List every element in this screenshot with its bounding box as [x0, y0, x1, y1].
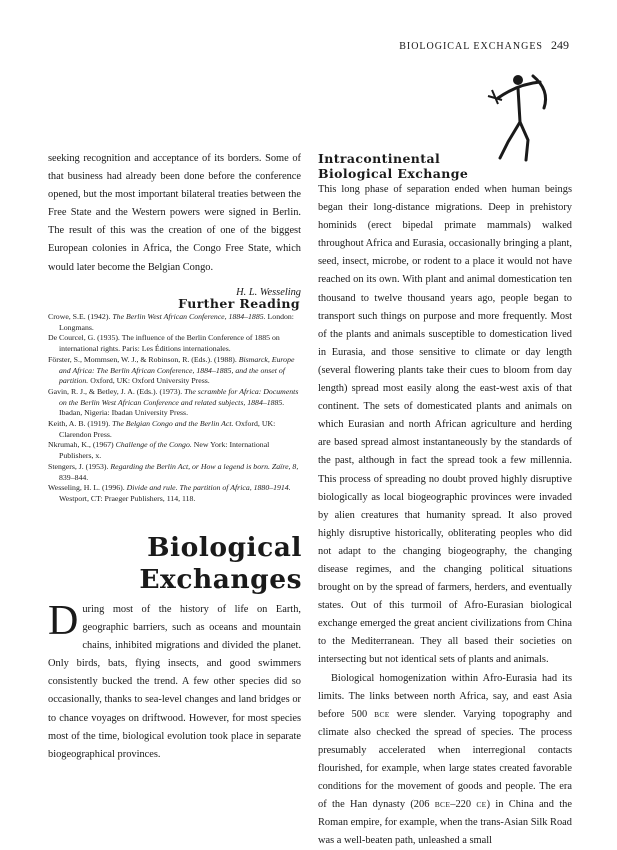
further-reading-heading: Further Reading — [178, 296, 300, 311]
reference-item: Keith, A. B. (1919). The Belgian Congo and the Berlin Act. Oxford, UK: Clarendon Press. — [48, 419, 276, 439]
paragraph: Biological homogenization within Afro-Eurasia had its limits. The links between north Africa, say, and east Asia before 500 BCE were slender. Varying topography and climate also checked the spread of species. The process presumably accelerated when interregional contacts flourished, for example, when large states created favorable conditions for the movement of goods and people. The era of the Han dynasty (206 BCE–220 CE) in China and the Roman empire, for example, when the trans-Asian Silk Road was a well-beaten path, unleashed a small — [318, 672, 572, 847]
reference-list — [48, 312, 301, 505]
section-heading-line1: Intracontinental — [318, 151, 441, 166]
article-title — [100, 532, 302, 596]
reference-item: Nkrumah, K., (1967) Challenge of the Congo. New York: International Publishers, x. — [48, 440, 270, 461]
article-title-line1: Biological — [147, 532, 302, 563]
reference-item: Crowe, S.E. (1942). The Berlin West African Conference, 1884–1885. London: Longmans. — [48, 312, 294, 332]
section-heading-line2: Biological Exchange — [318, 166, 469, 181]
reference-item: De Courcel, G. (1935). The influence of the Berlin Conference of 1885 on international rights. Paris: Les Éditions internationales. — [48, 333, 280, 354]
running-header — [399, 38, 569, 53]
right-column-text — [318, 181, 572, 850]
era-label: BCE — [434, 800, 451, 810]
reference-item: Gavin, R. J., & Betley, J. A. (Eds.). (1973). The scramble for Africa: Documents on the Berlin West African Conference and related subjects, 1884–1885. Ibadan, Nigeria: Ibadan University Press. — [48, 386, 299, 418]
paragraph: This long phase of separation ended when human beings began their long-distance migrations. Deep in prehistory hominids (erect bipedal primate mammals) walked throughout Africa and Eurasia, occasionally bringing a plant, seed, insect, microbe, or rodent to a place it would not have reached on its own. With plant and animal domestication ten thousand to twelve thousand years ago, people began to transport such things on purpose and more frequently. Most of the plants and animals susceptible to domestication lived in Eurasia, and those sensitive to climate or day length (several flowering plants take their cues to bloom from day length) spread most easily along the east-west axis of that continent. The sets of domesticated plants and animals on which Eurasian and north African agriculture and herding are based spread almost instantaneously by the standards of the past, although in fact the spread took a few millennia. This process of spreading no doubt proved highly disruptive biologically as local biogeographic provinces were invaded by alien creatures that humanity spread. It also proved highly disruptive historically, obliterating peoples who did not adapt to the changing biogeography, the changing disease regimes, and the changing political situations brought on by the spread of farmers, herders, and eventually states. Out of this turmoil of Afro-Eurasian biological exchange emerged the great ancient civilizations from China to the Mediterranean. They all based their societies on intersecting but not identical sets of plants and animals. — [318, 184, 572, 666]
intro-paragraph: During most of the history of life on Earth, geographic barriers, such as oceans and mountain chains, inhibited migrations and divided the planet. Only birds, bats, flying insects, and good swimmers consistently bucked the trend. A few other species did so occasionally, thanks to sea-level changes and land bridges or to chance voyages on driftwood. However, for most species most of the time, biological evolution took place in separate biogeographical provinces. — [48, 598, 301, 760]
reference-item: Stengers, J. (1953). Regarding the Berlin Act, or How a legend is born. Zaïre, 8, 839–844. — [48, 461, 299, 482]
era-label: CE — [476, 800, 487, 810]
article-title-line2: Exchanges — [139, 564, 302, 595]
reference-item: Förster, S., Mommsen, W. J., & Robinson, R. (Eds.). (1988). Bismarck, Europe and Africa: The Berlin African Conference, 1884–1885, and the onset of partition. Oxford, UK: Oxford University Press. — [48, 354, 295, 386]
left-top-text — [48, 150, 301, 302]
paragraph: seeking recognition and acceptance of its borders. Some of that business had already been done before the conference opened, but the most important bilateral treaties between the Free State and the Western powers were signed in Berlin. The result of this was the creation of one of the biggest European colonies in Africa, the Congo Free State, which would later become the Belgian Congo. — [48, 153, 301, 273]
page-number: 249 — [551, 38, 569, 52]
left-bottom-text — [48, 598, 301, 764]
drop-cap: D — [48, 598, 79, 644]
author-signature: H. L. Wesseling — [236, 286, 301, 298]
running-title: BIOLOGICAL EXCHANGES — [399, 41, 543, 52]
reference-item: Wesseling, H. L. (1996). Divide and rule. The partition of Africa, 1880–1914. Westport, CT: Praeger Publishers, 114, 118. — [48, 483, 291, 503]
era-label: BCE — [374, 709, 390, 719]
section-heading — [318, 151, 572, 181]
